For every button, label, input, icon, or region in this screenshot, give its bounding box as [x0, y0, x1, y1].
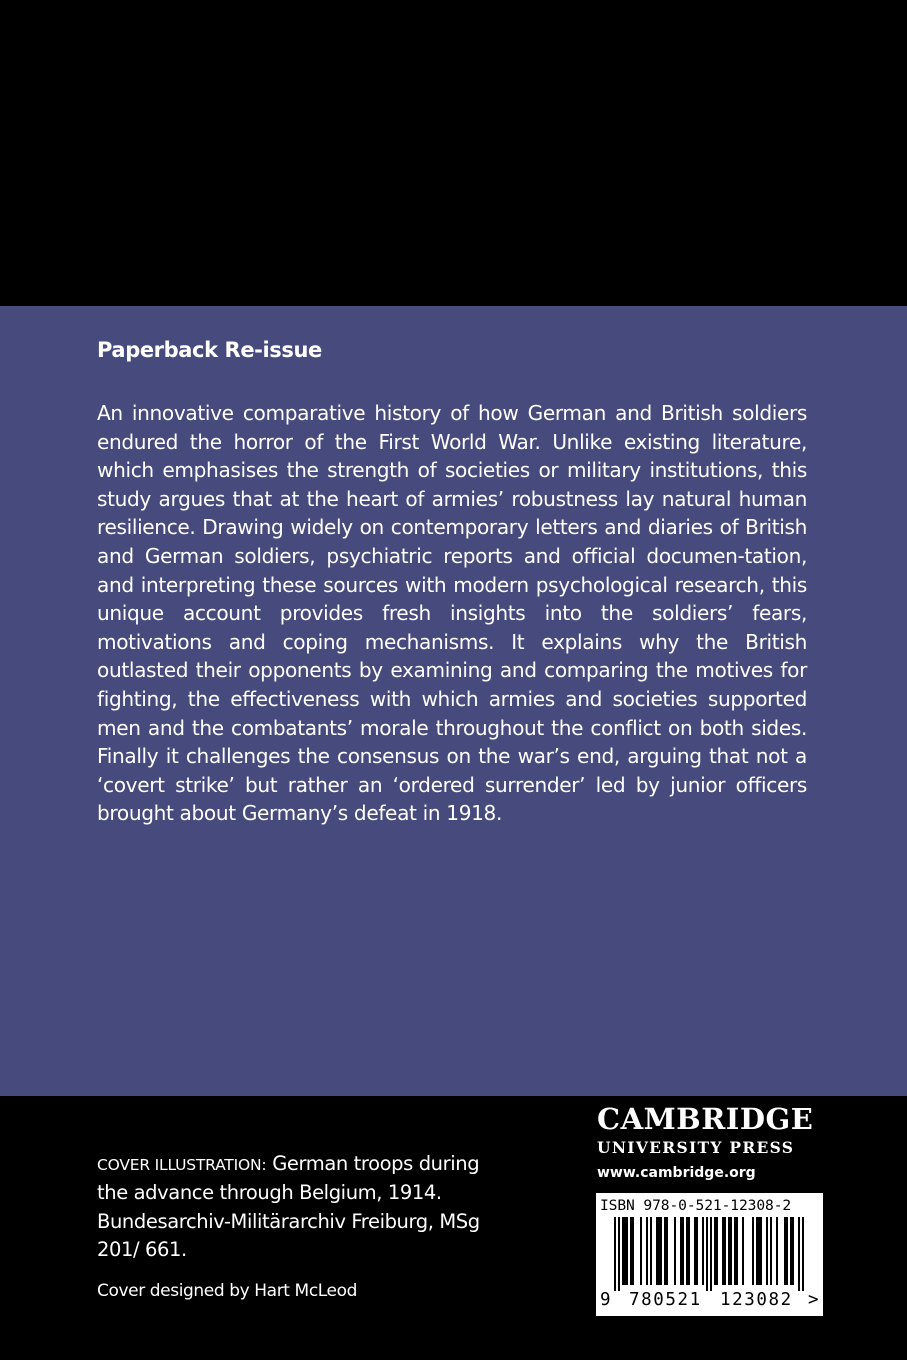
barcode-bar: [622, 1217, 624, 1285]
barcode-bar: [758, 1217, 760, 1285]
top-black-band: [0, 0, 907, 306]
edition-badge: Paperback Re-issue: [97, 338, 322, 362]
barcode-bar: [766, 1217, 768, 1285]
book-blurb: An innovative comparative history of how German and British soldiers endured the horror of the First World War. Unlike existing literature, which emphasises the strength of societies or military institutions, this study argues that at the heart of armies’ robustness lay natural human resilience. Drawing widely on contemporary letters and diaries of British and German soldiers, psychiatric reports and official documen-tation, and interpreting these sources with modern psychological research, this unique account provides fresh insights into the soldiers’ fears, motivations and coping mechanisms. It explains why the British outlasted their opponents by examining and comparing the motives for fighting, the effectiveness with which armies and societies supported men and the combatants’ morale throughout the conflict on both sides. Finally it challenges the consensus on the war’s end, arguing that not a ‘covert strike’ but rather an ‘ordered surrender’ led by junior officers brought about Germany’s defeat in 1918.: [97, 401, 807, 826]
barcode-bar: [682, 1217, 684, 1285]
barcode-bar: [666, 1217, 668, 1285]
barcode-bar: [658, 1217, 660, 1285]
barcode-bar: [688, 1217, 690, 1285]
credit-text: German troops during the advance through Belgium, 1914. Bundesarchiv-Militärarchiv Freiburg, MSg 201/ 661.: [97, 1152, 480, 1262]
barcode-bar: [680, 1217, 682, 1285]
barcode-bar: [630, 1217, 632, 1285]
credit-lead: COVER ILLUSTRATION:: [97, 1156, 267, 1174]
barcode-right-group: 123082: [720, 1290, 793, 1310]
barcode-bar: [736, 1217, 738, 1285]
barcode-bar: [752, 1217, 754, 1285]
barcode-bar: [734, 1217, 736, 1285]
barcode-bar: [626, 1217, 628, 1285]
barcode-bar: [730, 1217, 732, 1285]
barcode-bar: [656, 1217, 658, 1285]
barcode-bar: [714, 1217, 716, 1285]
barcode-bar: [706, 1217, 708, 1291]
barcode-bar: [624, 1217, 626, 1285]
barcode-bar: [790, 1217, 792, 1285]
barcode-bar: [784, 1217, 786, 1285]
barcode-bar: [722, 1217, 724, 1285]
barcode-bar: [802, 1217, 804, 1291]
barcode-bar: [614, 1217, 616, 1291]
barcode-bar: [702, 1217, 704, 1285]
publisher-logo-subtitle: UNIVERSITY PRESS: [597, 1138, 795, 1157]
barcode-bar: [716, 1217, 718, 1285]
barcode-bar: [646, 1217, 648, 1285]
barcode-bar: [710, 1217, 712, 1291]
barcode-bar: [770, 1217, 772, 1285]
barcode-bar: [618, 1217, 620, 1291]
barcode-bar: [650, 1217, 652, 1285]
barcode-bar: [686, 1217, 688, 1285]
barcode-bar: [674, 1217, 676, 1285]
barcode-bar: [760, 1217, 762, 1285]
barcode-bar: [694, 1217, 696, 1285]
barcode-bar: [640, 1217, 642, 1285]
barcode-bar: [786, 1217, 788, 1285]
publisher-logo-name: CAMBRIDGE: [597, 1102, 814, 1136]
barcode-bar: [742, 1217, 744, 1285]
barcode-bar: [756, 1217, 758, 1285]
isbn-label: ISBN 978-0-521-12308-2: [600, 1197, 792, 1214]
barcode-bar: [660, 1217, 662, 1285]
barcode-arrow: >: [808, 1290, 819, 1310]
barcode-left-group: 780521: [629, 1290, 702, 1310]
barcode-bar: [776, 1217, 778, 1285]
barcode-first-digit: 9: [600, 1290, 611, 1310]
barcode-bar: [724, 1217, 726, 1285]
barcode-bar: [664, 1217, 666, 1285]
barcode-bar: [696, 1217, 698, 1285]
cover-illustration-credit: [97, 1150, 487, 1265]
barcode-bar: [798, 1217, 800, 1291]
barcode-digits: [596, 1290, 823, 1314]
cover-designer-credit: Cover designed by Hart McLeod: [97, 1281, 357, 1301]
barcode-bar: [792, 1217, 794, 1285]
isbn-barcode: [596, 1193, 823, 1316]
barcode-bar: [632, 1217, 634, 1285]
publisher-url: www.cambridge.org: [597, 1165, 756, 1181]
barcode-bars: [596, 1217, 823, 1291]
barcode-bar: [728, 1217, 730, 1285]
